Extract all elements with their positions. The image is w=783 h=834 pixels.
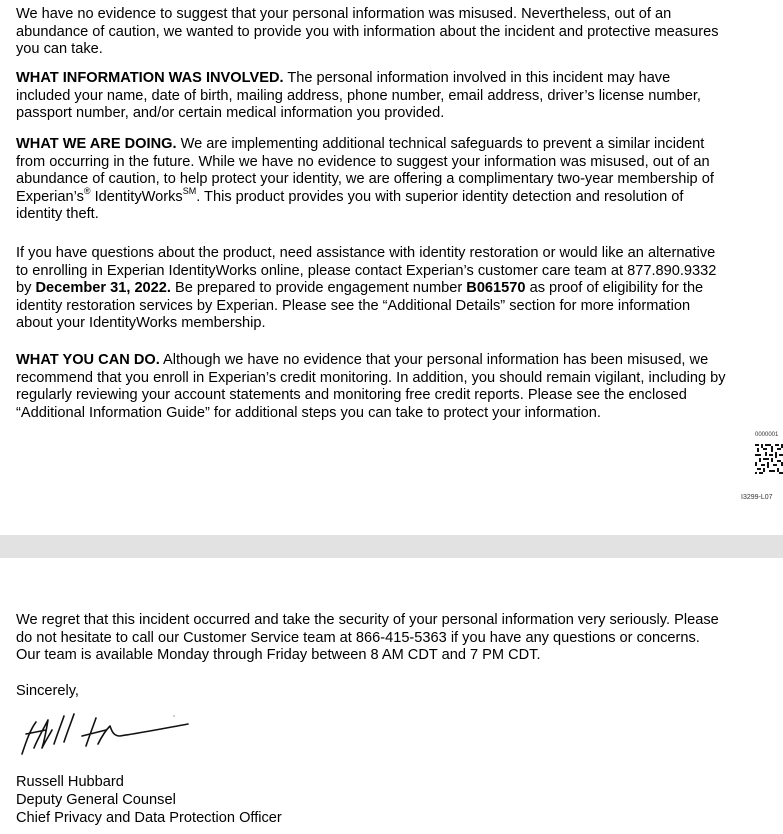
barcode-number: 0000001 xyxy=(755,432,779,438)
questions-paragraph xyxy=(16,245,728,333)
what-you-can-do-paragraph xyxy=(16,352,728,422)
page-separator xyxy=(0,535,783,558)
closing-salutation: Sincerely, xyxy=(16,683,79,699)
what-you-can-do-body: Although we have no evidence that your personal information has been misused, we recommend that you enroll in Experian’s credit monitoring. In addition, you should remain vigilant, including by regularly reviewing your account statements and monitoring free credit reports. Please see the enclosed “Additional Information Guide” for additional steps you can take to protect your information. xyxy=(16,352,726,421)
enrollment-deadline: December 31, 2022. xyxy=(35,280,171,297)
questions-body-b: Be prepared to provide engagement number xyxy=(170,280,467,297)
what-we-are-doing-body-c: . This product provides you with superior identity detection and resolution of identity theft. xyxy=(16,188,684,223)
what-we-are-doing-heading: WHAT WE ARE DOING. xyxy=(16,136,177,152)
document-id: I3299-L07 xyxy=(741,494,773,501)
signer-title: Deputy General Counsel xyxy=(16,792,176,808)
information-involved-heading: WHAT INFORMATION WAS INVOLVED. xyxy=(16,70,284,86)
what-we-are-doing-paragraph xyxy=(16,136,728,224)
intro-paragraph: We have no evidence to suggest that your personal information was misused. Nevertheless, out of an abundance of caution, we wanted to provide you with information about the incident and protective measures you can take. xyxy=(16,6,719,58)
information-involved-paragraph xyxy=(16,70,728,123)
signature-block xyxy=(16,773,282,827)
what-we-are-doing-body-b: IdentityWorks xyxy=(90,188,183,205)
questions-body-a: If you have questions about the product, need assistance with identity restoration or would like an alternative to enrolling in Experian IdentityWorks online, please contact Experian’s customer care team at 877.890.9332 by xyxy=(16,245,717,297)
registered-mark: ® xyxy=(83,185,91,196)
signer-title-secondary: Chief Privacy and Data Protection Officer xyxy=(16,810,282,826)
engagement-number: B061570 xyxy=(466,280,526,297)
qr-code-icon xyxy=(755,444,783,474)
information-involved-body: The personal information involved in this incident may have included your name, date of birth, mailing address, phone number, email address, driver’s license number, passport number, and/or certain medical information you provided. xyxy=(16,70,701,122)
signature-image xyxy=(16,708,196,760)
what-you-can-do-heading: WHAT YOU CAN DO. xyxy=(16,352,160,368)
questions-body-c: as proof of eligibility for the identity restoration services by Experian. Please see the “Additional Details” section for more information about your IdentityWorks membership. xyxy=(16,280,704,332)
what-we-are-doing-body-a: We are implementing additional technical safeguards to prevent a similar incident from occurring in the future. While we have no evidence to suggest your information was misused, out of an abundance of caution, to help protect your identity, we are offering a complimentary two-year membership of Experian’s xyxy=(16,136,714,205)
signer-name: Russell Hubbard xyxy=(16,774,124,790)
service-mark: SM xyxy=(182,185,197,196)
regret-paragraph: We regret that this incident occurred and take the security of your personal information very seriously. Please do not hesitate to call our Customer Service team at 866-415-5363 if you have any questions or concerns. Our team is available Monday through Friday between 8 AM CDT and 7 PM CDT. xyxy=(16,612,719,664)
